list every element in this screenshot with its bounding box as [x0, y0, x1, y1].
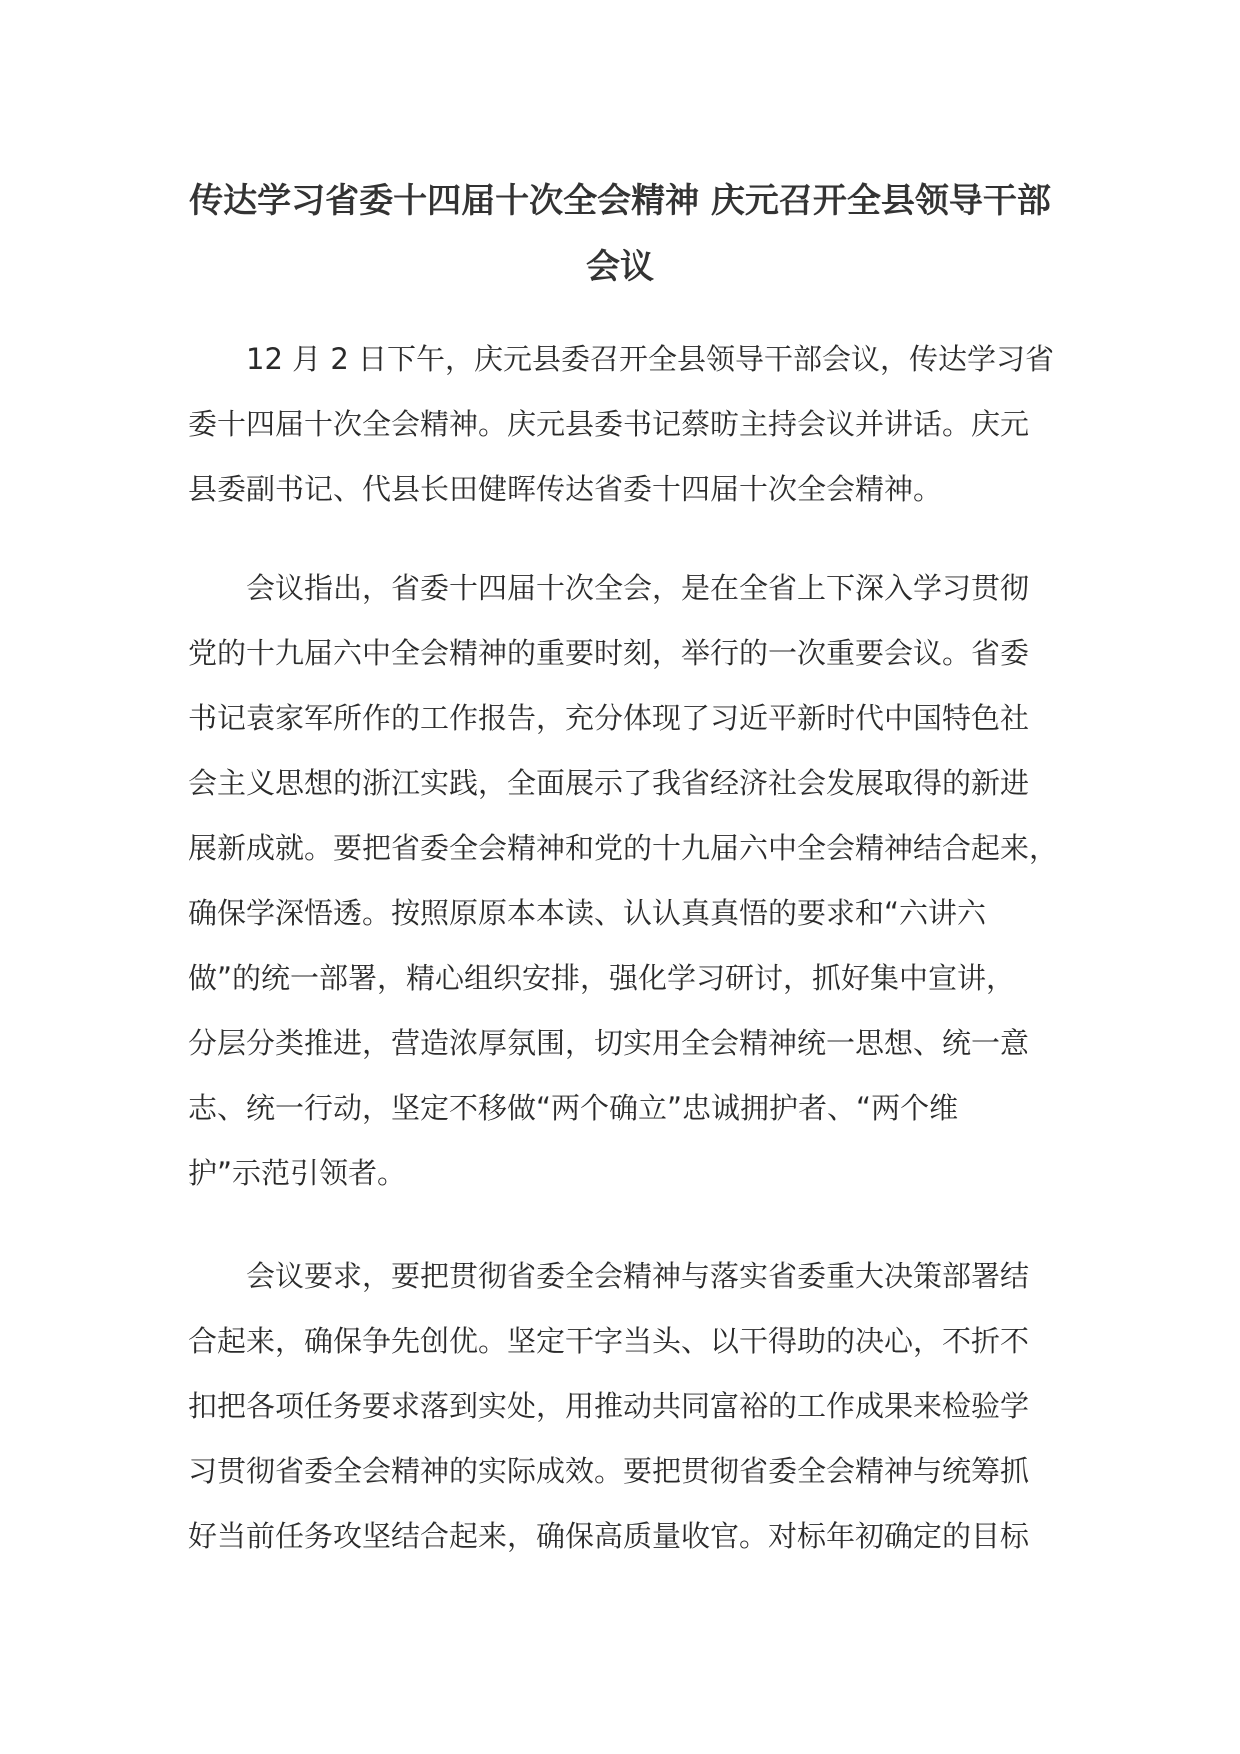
paragraph-2-line-10: 护”示范引领者。: [188, 1156, 407, 1190]
paragraph-2-line-9: 志、统一行动，坚定不移做“两个确立”忠诚拥护者、“两个维: [188, 1091, 959, 1125]
paragraph-2: [188, 556, 1068, 1206]
paragraph-2-line-4: 会主义思想的浙江实践，全面展示了我省经济社会发展取得的新进: [188, 766, 1030, 800]
paragraph-3-line-5: 好当前任务攻坚结合起来，确保高质量收官。对标年初确定的目标: [188, 1519, 1030, 1553]
paragraph-1: [188, 327, 1068, 522]
paragraph-3-line-2: 合起来，确保争先创优。坚定干字当头、以干得助的决心，不折不: [188, 1324, 1030, 1358]
title-line-2: 会议: [586, 247, 654, 287]
paragraph-3-line-3: 扣把各项任务要求落到实处，用推动共同富裕的工作成果来检验学: [188, 1389, 1030, 1423]
document-title: [180, 168, 1060, 300]
paragraph-1-line-3: 县委副书记、代县长田健晖传达省委十四届十次全会精神。: [188, 472, 943, 506]
paragraph-2-line-1: 会议指出，省委十四届十次全会，是在全省上下深入学习贯彻: [246, 571, 1030, 605]
paragraph-1-line-2: 委十四届十次全会精神。庆元县委书记蔡昉主持会议并讲话。庆元: [188, 407, 1030, 441]
paragraph-2-line-3: 书记袁家军所作的工作报告，充分体现了习近平新时代中国特色社: [188, 701, 1030, 735]
paragraph-2-line-8: 分层分类推进，营造浓厚氛围，切实用全会精神统一思想、统一意: [188, 1026, 1030, 1060]
paragraph-3-line-4: 习贯彻省委全会精神的实际成效。要把贯彻省委全会精神与统筹抓: [188, 1454, 1030, 1488]
paragraph-2-line-5: 展新成就。要把省委全会精神和党的十九届六中全会精神结合起来，: [188, 831, 1059, 865]
paragraph-1-line-1: 12 月 2 日下午，庆元县委召开全县领导干部会议，传达学习省: [246, 342, 1055, 376]
paragraph-2-line-6: 确保学深悟透。按照原原本本读、认认真真悟的要求和“六讲六: [188, 896, 987, 930]
paragraph-2-line-7: 做”的统一部署，精心组织安排，强化学习研讨，抓好集中宣讲，: [188, 961, 1016, 995]
paragraph-3: [188, 1244, 1068, 1569]
paragraph-3-line-1: 会议要求，要把贯彻省委全会精神与落实省委重大决策部署结: [246, 1259, 1030, 1293]
paragraph-2-line-2: 党的十九届六中全会精神的重要时刻，举行的一次重要会议。省委: [188, 636, 1030, 670]
title-line-1: 传达学习省委十四届十次全会精神 庆元召开全县领导干部: [189, 181, 1051, 221]
